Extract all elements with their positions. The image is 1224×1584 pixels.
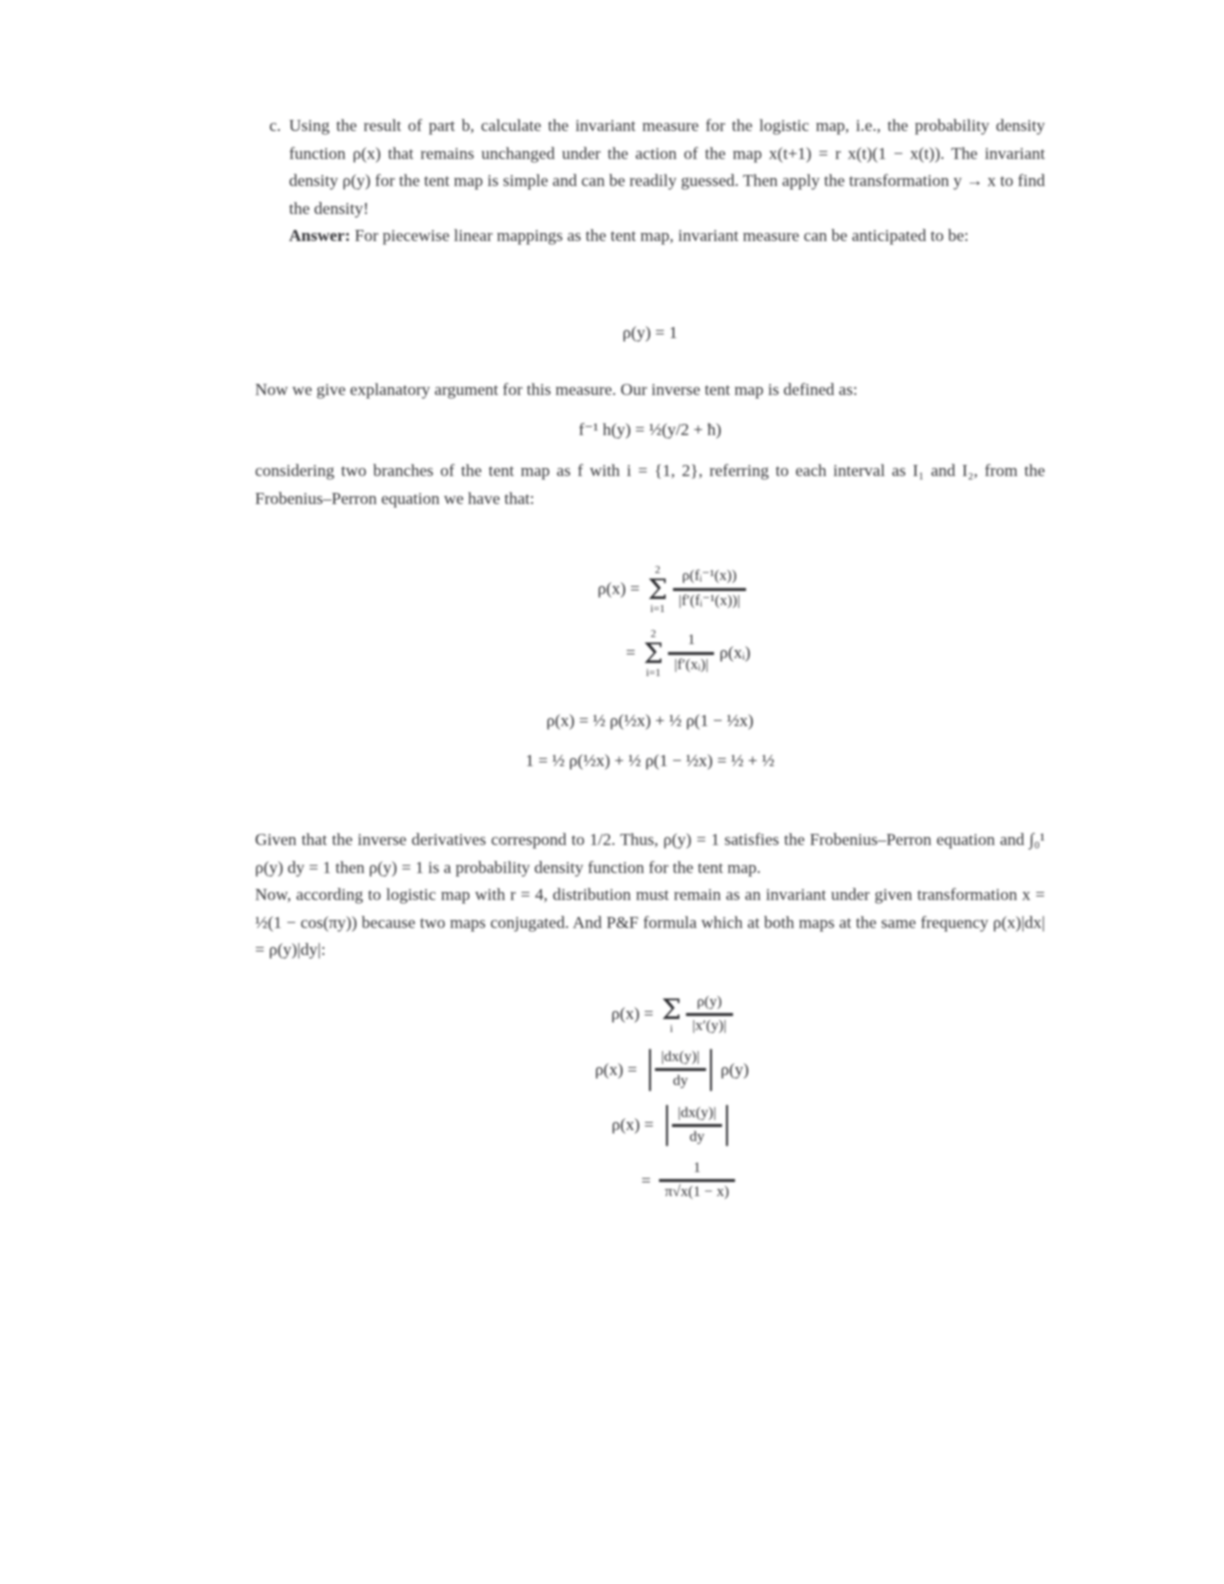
equation-density-transform-3: [255, 1105, 1045, 1147]
fraction-numerator: |dx(y)|: [661, 1049, 700, 1065]
paragraph-question: Using the result of part b, calculate the invariant measure for the logistic map, i.e., the probability density function ρ(x) that remains unchanged under the action of the map x(t+1) = r x(t)(1 − x(t)). The invariant density ρ(y) for the tent map is simple and can be readily guessed. Then apply the transformation y → x to find the density!: [289, 116, 1045, 218]
fraction-bar: [673, 588, 747, 591]
equation-lhs: ρ(x) =: [611, 1115, 654, 1135]
abs-bar-right: [710, 1049, 712, 1091]
fraction: [672, 1105, 723, 1147]
fraction-bar: [686, 1013, 732, 1016]
item-body: [289, 112, 1045, 250]
answer-text: For piecewise linear mappings as the tent map, invariant measure can be anticipated to be:: [354, 226, 969, 245]
fraction-numerator: ρ(y): [696, 993, 722, 1010]
sum-lower: i=1: [645, 667, 661, 679]
fraction: [668, 632, 714, 674]
fraction: [673, 568, 747, 610]
fraction: [655, 1049, 706, 1091]
equation-normalization: 1 = ½ ρ(½x) + ½ ρ(1 − ½x) = ½ + ½: [525, 751, 775, 770]
sigma-icon: Σ: [647, 573, 668, 606]
fraction-denominator: |f′(xᵢ)|: [674, 656, 709, 673]
summation-symbol: [661, 992, 682, 1035]
page-content: [255, 112, 1045, 1202]
fraction-denominator: dy: [672, 1073, 688, 1090]
fraction-bar: [659, 1179, 735, 1182]
paragraph-branches: considering two branches of the tent map as f with i = {1, 2}, referring to each interval as I₁ and I₂, from the Frobenius–Perron equation we have that:: [255, 461, 1045, 508]
sum-lower: i: [669, 1022, 673, 1035]
equation-tail: ρ(xᵢ): [719, 643, 751, 662]
answer-label: Answer:: [289, 226, 351, 245]
abs-bar-left: [649, 1049, 651, 1091]
fraction-bar: [668, 652, 714, 655]
fraction-denominator: dy: [689, 1128, 705, 1145]
equation-final-density: [255, 1160, 1045, 1202]
abs-bar-left: [666, 1105, 668, 1147]
paragraph-conjugacy: Now, according to logistic map with r = 4, distribution must remain as an invariant under given transformation x = ½(1 − cos(πy)) because two maps conjugated. And P&F formula which at both maps at the same frequency ρ(x)|dx| = ρ(y)|dy|:: [255, 885, 1045, 959]
equation-rho-y: ρ(y) = 1: [622, 322, 678, 342]
fraction: [686, 994, 732, 1036]
absolute-value: [662, 1105, 733, 1147]
fraction-bar: [655, 1068, 706, 1071]
fraction-denominator: |f′(fᵢ⁻¹(x))|: [678, 592, 741, 609]
fraction-numerator: 1: [693, 1160, 701, 1176]
equation-equals: =: [625, 643, 636, 662]
sum-upper: 2: [654, 564, 661, 576]
equation-frobenius-perron-1: [255, 564, 1045, 614]
item-marker: c.: [269, 116, 281, 135]
problem-item-c: [255, 112, 1045, 250]
equation-lhs: ρ(x) =: [611, 1004, 654, 1024]
fraction-bar: [672, 1124, 723, 1127]
sigma-icon: Σ: [661, 992, 682, 1026]
paragraph-inverse-map: Now we give explanatory argument for this measure. Our inverse tent map is defined as:: [255, 379, 858, 399]
fraction-denominator: π√x(1 − x): [664, 1184, 730, 1201]
sigma-icon: Σ: [643, 637, 664, 670]
abs-bar-right: [726, 1105, 728, 1147]
equation-tail: ρ(y): [720, 1059, 749, 1079]
fraction-numerator: ρ(fᵢ⁻¹(x)): [681, 568, 737, 585]
summation-symbol: [648, 565, 668, 615]
paragraph-answer: [289, 222, 1045, 250]
fraction: [659, 1160, 735, 1202]
paragraph-derivatives: Given that the inverse derivatives correspond to 1/2. Thus, ρ(y) = 1 satisfies the Frobenius–Perron equation and ∫₀¹ ρ(y) dy = 1 then ρ(y) = 1 is a probability density function for the tent map.: [255, 830, 1045, 877]
sum-upper: 2: [650, 628, 657, 640]
summation-symbol: [643, 629, 663, 679]
sum-lower: i=1: [650, 603, 666, 615]
equation-rho-expansion: ρ(x) = ½ ρ(½x) + ½ ρ(1 − ½x): [546, 711, 754, 730]
equation-density-transform-1: [255, 994, 1045, 1036]
equation-equals: =: [641, 1170, 651, 1190]
equation-lhs: ρ(x) =: [594, 1059, 638, 1079]
absolute-value: [645, 1049, 716, 1091]
equation-frobenius-perron-2: [255, 628, 1045, 678]
fraction-denominator: |x′(y)|: [692, 1017, 727, 1034]
fraction-numerator: |dx(y)|: [677, 1104, 717, 1121]
equation-density-transform-2: [255, 1049, 1045, 1091]
equation-lhs: ρ(x) =: [597, 579, 640, 598]
equation-inverse-tent: f⁻¹ h(y) = ½(y/2 + ħ): [578, 420, 722, 439]
fraction-numerator: 1: [687, 632, 696, 649]
